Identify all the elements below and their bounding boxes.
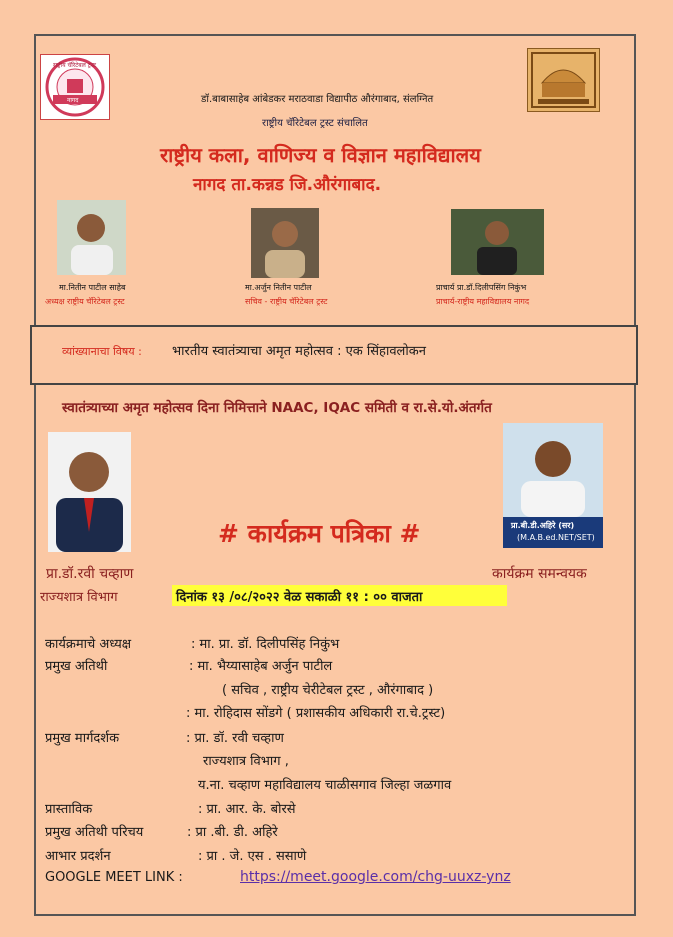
row-intro-value: : प्रा. आर. के. बोरसे [198, 802, 296, 817]
row-guide-sub2: य.ना. चव्हाण महाविद्यालय चाळीसगाव जिल्हा जळगाव [198, 778, 452, 793]
program-title: # कार्यक्रम पत्रिका # [218, 519, 421, 548]
row-guest-intro-value: : प्रा .बी. डी. अहिरे [187, 825, 278, 840]
coordinator-caption-2: (M.A.B.ed.NET/SET) [517, 533, 595, 542]
dignitary-2-role: सचिव - राष्ट्रीय चॅरिटेबल ट्रस्ट [245, 297, 328, 306]
affiliation-text: डॉ.बाबासाहेब आंबेडकर मराठवाडा विद्यापीठ औरंगाबाद, संलग्नित [201, 94, 434, 105]
date-line: दिनांक १३ /०८/२०२२ वेळ सकाळी ११ : ०० वाजता [176, 590, 423, 605]
logo-text-bottom: नागद [67, 97, 79, 104]
speaker-name: प्रा.डॉ.रवी चव्हाण [46, 566, 134, 582]
college-name: राष्ट्रीय कला, वाणिज्य व विज्ञान महाविद्यालय [160, 143, 481, 167]
coordinator-caption-1: प्रा.बी.डी.अहिरे (सर) [511, 521, 575, 530]
occasion-text: स्वातंत्र्याच्या अमृत महोत्सव दिना निमित्ताने NAAC, IQAC समिती व रा.से.यो.अंतर्गत [62, 400, 492, 416]
college-address: नागद ता.कन्नड जि.औरंगाबाद. [193, 175, 382, 195]
topic-label: व्यांख्यानाचा विषय : [62, 345, 142, 358]
photo-president [57, 200, 126, 275]
logo-text-top: राष्ट्रीय चॅरिटेबल ट्रस्ट [53, 62, 97, 69]
dignitary-1-name: मा.नितीन पाटील साहेब [59, 283, 126, 292]
google-meet-link[interactable]: https://meet.google.com/chg-uuxz-ynz [240, 869, 511, 885]
photo-secretary [251, 208, 319, 278]
row-thanks-value: : प्रा . जे. एस . ससाणे [198, 849, 307, 864]
photo-speaker [48, 432, 131, 552]
dignitary-1-role: अध्यक्ष राष्ट्रीय चॅरिटेबल ट्रस्ट [45, 297, 125, 306]
row-thanks-label: आभार प्रदर्शन [45, 849, 111, 864]
meet-label: GOOGLE MEET LINK : [45, 870, 183, 885]
speaker-dept: राज्यशात्र विभाग [40, 590, 118, 605]
dignitary-3-name: प्राचार्य प्रा.डॉ.दिलीपसिंग निकुंभ [436, 283, 527, 292]
row-chief-guest-label: प्रमुख अतिथी [45, 659, 108, 674]
university-emblem [527, 48, 600, 112]
row-guide-label: प्रमुख मार्गदर्शक [45, 731, 120, 746]
photo-coordinator [503, 423, 603, 548]
row-chief-guest-2-value: : मा. रोहिदास सोंडगे ( प्रशासकीय अधिकारी रा.चे.ट्रस्ट) [186, 706, 446, 721]
row-guide-sub1: राज्यशात्र विभाग , [203, 754, 289, 769]
topic-value: भारतीय स्वातंत्र्याचा अमृत महोत्सव : एक सिंहावलोकन [172, 344, 426, 359]
row-president-label: कार्यक्रमाचे अध्यक्ष [45, 637, 132, 652]
dignitary-3-role: प्राचार्य-राष्ट्रीय महाविद्यालय नागद [436, 297, 530, 306]
trust-text: राष्ट्रीय चॅरिटेबल ट्रस्ट संचालित [262, 118, 368, 129]
trust-logo [40, 54, 110, 120]
coordinator-label: कार्यक्रम समन्वयक [492, 566, 587, 582]
row-intro-label: प्रास्ताविक [45, 802, 93, 817]
photo-principal [451, 209, 544, 275]
row-guest-intro-label: प्रमुख अतिथी परिचय [45, 825, 144, 840]
dignitary-2-name: मा.अर्जुन नितीन पाटील [245, 283, 312, 292]
row-guide-value: : प्रा. डॉ. रवी चव्हाण [186, 731, 284, 746]
row-president-value: : मा. प्रा. डॉ. दिलीपसिंह निकुंभ [191, 637, 340, 652]
row-chief-guest-value: : मा. भैय्यासाहेब अर्जुन पाटील [189, 659, 333, 674]
row-chief-guest-sub: ( सचिव , राष्ट्रीय चेरीटेबल ट्रस्ट , औरंगाबाद ) [222, 683, 434, 698]
